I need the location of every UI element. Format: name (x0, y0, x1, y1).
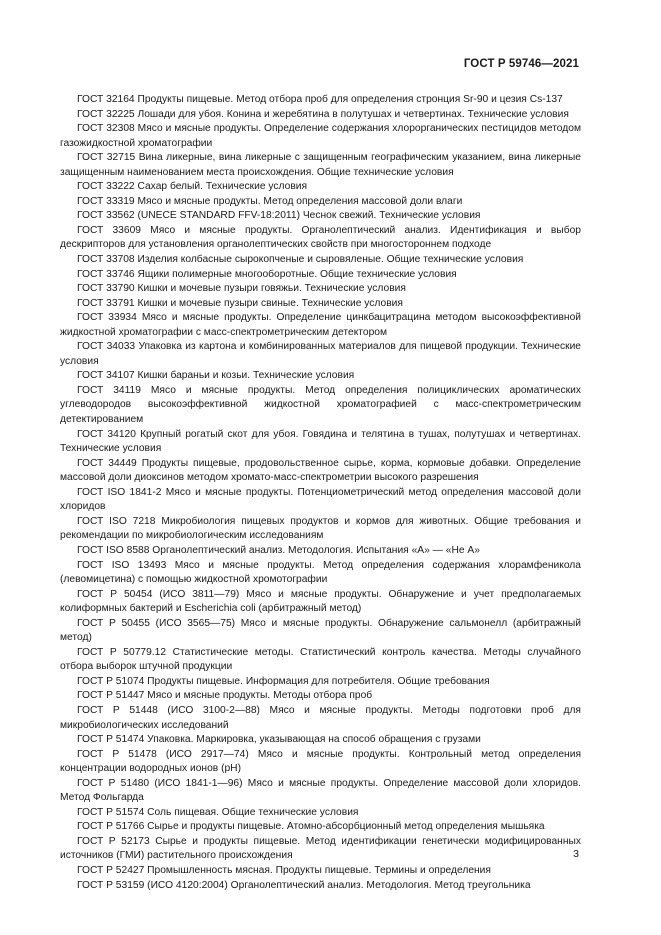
reference-entry: ГОСТ 34449 Продукты пищевые, продовольственное сырье, корма, кормовые добавки. Определение массовой доли диоксинов методом хромато-масс-спектрометрии высокого разрешения (60, 457, 581, 484)
reference-entry: ГОСТ 33319 Мясо и мясные продукты. Метод определения массовой доли влаги (77, 195, 463, 207)
reference-entry: ГОСТ 33791 Кишки и мочевые пузыри свиные. Технические условия (77, 297, 403, 309)
reference-entry: ГОСТ Р 50455 (ИСО 3565—75) Мясо и мясные продукты. Обнаружение сальмонелл (арбитражный метод) (60, 617, 581, 644)
reference-entry: ГОСТ Р 51474 Упаковка. Маркировка, указывающая на способ обращения с грузами (77, 734, 481, 746)
reference-entry: ГОСТ 34119 Мясо и мясные продукты. Метод определения полициклических ароматических углеводородов высокоэффективной жидкостной хроматографией с масс-спектрометрическим детектированием (60, 384, 581, 426)
reference-entry: ГОСТ Р 51766 Сырье и продукты пищевые. Атомно-абсорбционный метод определения мышьяка (77, 821, 545, 833)
reference-entry: ГОСТ Р 51478 (ИСО 2917—74) Мясо и мясные продукты. Контрольный метод определения концентрации водородных ионов (pH) (60, 748, 581, 775)
reference-entry: ГОСТ 33609 Мясо и мясные продукты. Органолептический анализ. Идентификация и выбор дескрипторов для установления органолептических свойств при многостороннем подходе (60, 224, 581, 251)
reference-entry: ГОСТ 32164 Продукты пищевые. Метод отбора проб для определения стронция Sr-90 и цезия Cs-137 (77, 94, 563, 105)
references-list (60, 93, 581, 893)
reference-entry: ГОСТ Р 51480 (ИСО 1841-1—96) Мясо и мясные продукты. Определение массовой доли хлоридов. Метод Фольгарда (60, 777, 581, 804)
reference-entry: ГОСТ ISO 8588 Органолептический анализ. Методология. Испытания «А» — «Не А» (77, 544, 480, 556)
reference-entry: ГОСТ 34120 Крупный рогатый скот для убоя. Говядина и телятина в тушах, полутушах и четвертинах. Технические условия (60, 428, 581, 455)
reference-entry: ГОСТ Р 52427 Промышленность мясная. Продукты пищевые. Термины и определения (77, 864, 491, 876)
reference-entry: ГОСТ Р 50779.12 Статистические методы. Статистический контроль качества. Методы случайного отбора выборок штучной продукции (60, 646, 581, 673)
reference-entry: ГОСТ Р 51574 Соль пищевая. Общие технические условия (77, 806, 359, 818)
reference-entry: ГОСТ 32225 Лошади для убоя. Конина и жеребятина в полутушах и четвертинах. Технические условия (77, 108, 569, 120)
reference-entry: ГОСТ Р 53159 (ИСО 4120:2004) Органолептический анализ. Методология. Метод треугольника (77, 879, 531, 891)
reference-entry: ГОСТ 33222 Сахар белый. Технические условия (77, 181, 308, 193)
reference-entry: ГОСТ Р 51074 Продукты пищевые. Информация для потребителя. Общие требования (77, 675, 490, 687)
reference-entry: ГОСТ 33562 (UNECE STANDARD FFV-18:2011) Чеснок свежий. Технические условия (77, 210, 481, 222)
reference-entry: ГОСТ Р 52173 Сырье и продукты пищевые. Метод идентификации генетически модифицированных источников (ГМИ) растительного происхождения (60, 835, 581, 862)
page-number: 3 (573, 848, 579, 860)
reference-entry: ГОСТ 32308 Мясо и мясные продукты. Определение содержания хлорорганических пестицидов методом газожидкостной хроматографии (60, 123, 581, 149)
reference-entry: ГОСТ ISO 1841-2 Мясо и мясные продукты. Потенциометрический метод определения массовой доли хлоридов (60, 486, 581, 513)
reference-entry: ГОСТ 34033 Упаковка из картона и комбинированных материалов для пищевой продукции. Технические условия (60, 341, 581, 367)
reference-entry: ГОСТ 33708 Изделия колбасные сырокопченые и сыровяленые. Общие технические условия (77, 254, 524, 266)
reference-entry: ГОСТ 32715 Вина ликерные, вина ликерные с защищенным географическим указанием, вина ликерные защищенным наименованием места происхождения. Общие технические условия (60, 152, 581, 178)
reference-entry: ГОСТ Р 51447 Мясо и мясные продукты. Методы отбора проб (77, 690, 373, 702)
reference-entry: ГОСТ ISO 13493 Мясо и мясные продукты. Метод определения содержания хлорамфеникола (левомицетина) с помощью жидкостной хромотографии (60, 559, 581, 586)
reference-entry: ГОСТ 33934 Мясо и мясные продукты. Определение цинкбацитрацина методом высокоэффективной жидкостной хроматографии с масс-спектрометрическим детектором (60, 312, 581, 338)
reference-entry: ГОСТ Р 51448 (ИСО 3100-2—88) Мясо и мясные продукты. Методы подготовки проб для микробиологических исследований (60, 704, 581, 731)
page-header: ГОСТ Р 59746—2021 (463, 58, 579, 70)
reference-entry: ГОСТ Р 50454 (ИСО 3811—79) Мясо и мясные продукты. Обнаружение и учет предполагаемых колиформных бактерий и Escherichia coli (арбитражный метод) (60, 588, 581, 615)
reference-entry: ГОСТ 33790 Кишки и мочевые пузыри говяжьи. Технические условия (77, 283, 406, 295)
reference-entry: ГОСТ 33746 Ящики полимерные многооборотные. Общие технические условия (77, 268, 457, 280)
reference-entry: ГОСТ 34107 Кишки бараньи и козьи. Технические условия (77, 370, 355, 382)
reference-entry: ГОСТ ISO 7218 Микробиология пищевых продуктов и кормов для животных. Общие требования и рекомендации по микробиологическим исследованиям (60, 515, 581, 542)
